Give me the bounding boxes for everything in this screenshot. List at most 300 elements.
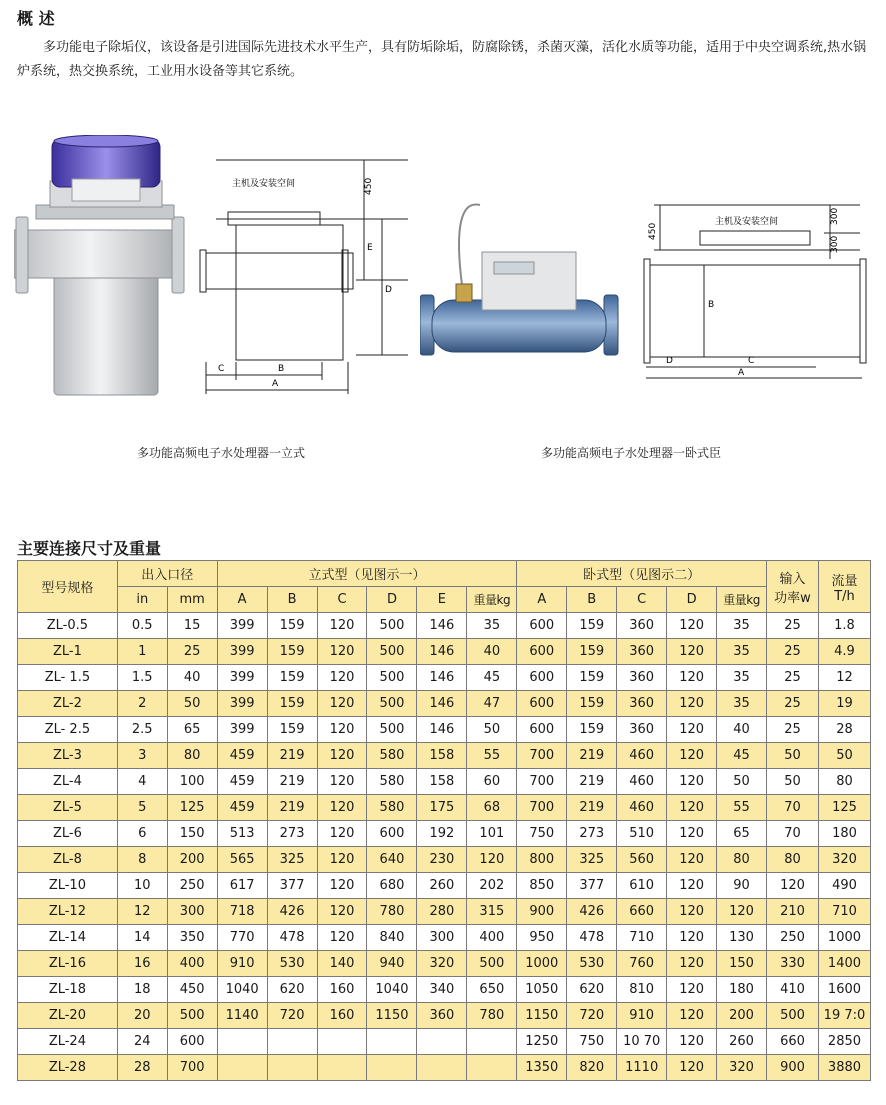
header-v-b: B bbox=[267, 587, 317, 613]
table-cell: 459 bbox=[217, 769, 267, 795]
table-cell: 820 bbox=[567, 1055, 617, 1081]
table-cell: 19 bbox=[818, 691, 870, 717]
diagram2-dim-300b: 300 bbox=[830, 235, 840, 253]
table-cell: 24 bbox=[117, 1029, 167, 1055]
table-cell: 158 bbox=[417, 743, 467, 769]
table-cell: ZL-14 bbox=[18, 925, 118, 951]
table-cell: 55 bbox=[467, 743, 517, 769]
table-cell: 120 bbox=[667, 639, 717, 665]
table-cell: 610 bbox=[617, 873, 667, 899]
table-cell: 65 bbox=[167, 717, 217, 743]
table-row bbox=[18, 873, 871, 899]
table-cell: ZL-16 bbox=[18, 951, 118, 977]
header-flow bbox=[818, 561, 870, 613]
table-row bbox=[18, 977, 871, 1003]
table-cell: 120 bbox=[667, 613, 717, 639]
table-cell: 399 bbox=[217, 613, 267, 639]
table-cell: 620 bbox=[567, 977, 617, 1003]
table-cell: 478 bbox=[267, 925, 317, 951]
table-cell: 460 bbox=[617, 743, 667, 769]
header-v-d: D bbox=[367, 587, 417, 613]
table-cell: 320 bbox=[818, 847, 870, 873]
table-cell: 600 bbox=[167, 1029, 217, 1055]
table-cell bbox=[217, 1055, 267, 1081]
table-cell: ZL-4 bbox=[18, 769, 118, 795]
table-cell bbox=[217, 1029, 267, 1055]
table-row bbox=[18, 769, 871, 795]
table-cell: 200 bbox=[167, 847, 217, 873]
header-flow-line1: 流量 bbox=[831, 573, 858, 589]
diagram1-label-d: D bbox=[385, 285, 392, 295]
table-cell: 260 bbox=[417, 873, 467, 899]
table-cell: 120 bbox=[717, 899, 767, 925]
table-cell: ZL-3 bbox=[18, 743, 118, 769]
table-cell: 840 bbox=[367, 925, 417, 951]
horizontal-caption: 多功能高频电子水处理器一卧式臣 bbox=[541, 446, 722, 460]
table-cell: 120 bbox=[317, 873, 367, 899]
table-cell: 950 bbox=[517, 925, 567, 951]
table-cell: 3880 bbox=[818, 1055, 870, 1081]
table-cell bbox=[467, 1055, 517, 1081]
vertical-unit-photo bbox=[14, 135, 194, 400]
table-cell: 600 bbox=[517, 665, 567, 691]
table-cell: 1150 bbox=[367, 1003, 417, 1029]
table-cell: 219 bbox=[267, 769, 317, 795]
table-cell: 600 bbox=[517, 639, 567, 665]
table-cell: 500 bbox=[767, 1003, 819, 1029]
table-cell: 1050 bbox=[517, 977, 567, 1003]
table-cell: 4.9 bbox=[818, 639, 870, 665]
header-v-a: A bbox=[217, 587, 267, 613]
table-cell: ZL-20 bbox=[18, 1003, 118, 1029]
table-cell: 146 bbox=[417, 717, 467, 743]
diagram1-label-c: C bbox=[218, 364, 225, 374]
overview-title: 概 述 bbox=[17, 9, 55, 28]
table-cell: 35 bbox=[717, 613, 767, 639]
table-cell: 500 bbox=[367, 691, 417, 717]
table-cell: 120 bbox=[317, 899, 367, 925]
table-cell: ZL-2 bbox=[18, 691, 118, 717]
spec-table bbox=[17, 560, 871, 1081]
table-cell: 4 bbox=[117, 769, 167, 795]
diagram1-label-a: A bbox=[272, 379, 279, 389]
table-cell: 175 bbox=[417, 795, 467, 821]
table-cell bbox=[467, 1029, 517, 1055]
header-v-c: C bbox=[317, 587, 367, 613]
table-cell: 850 bbox=[517, 873, 567, 899]
table-cell bbox=[267, 1055, 317, 1081]
table-cell: 750 bbox=[517, 821, 567, 847]
table-cell: 60 bbox=[467, 769, 517, 795]
diagram2-label-a: A bbox=[738, 368, 745, 378]
table-cell: 600 bbox=[517, 717, 567, 743]
spec-table-body bbox=[18, 613, 871, 1081]
table-cell: 120 bbox=[667, 1029, 717, 1055]
table-cell: 490 bbox=[818, 873, 870, 899]
table-cell: 399 bbox=[217, 639, 267, 665]
table-cell: 146 bbox=[417, 665, 467, 691]
table-cell: 125 bbox=[818, 795, 870, 821]
table-cell: 159 bbox=[267, 717, 317, 743]
table-cell: 159 bbox=[567, 717, 617, 743]
table-cell: 1000 bbox=[517, 951, 567, 977]
table-cell: 1140 bbox=[217, 1003, 267, 1029]
table-cell: 101 bbox=[467, 821, 517, 847]
table-cell: 750 bbox=[567, 1029, 617, 1055]
table-row bbox=[18, 821, 871, 847]
table-cell: 500 bbox=[367, 639, 417, 665]
table-cell: 120 bbox=[667, 899, 717, 925]
table-cell bbox=[417, 1055, 467, 1081]
diagram2-dim-450: 450 bbox=[648, 222, 658, 240]
table-cell: 580 bbox=[367, 795, 417, 821]
table-cell: 600 bbox=[517, 691, 567, 717]
table-cell: 700 bbox=[517, 795, 567, 821]
table-cell: 150 bbox=[717, 951, 767, 977]
table-cell: 426 bbox=[267, 899, 317, 925]
table-cell: 120 bbox=[667, 847, 717, 873]
table-cell: 350 bbox=[167, 925, 217, 951]
table-cell: 2 bbox=[117, 691, 167, 717]
table-cell: 40 bbox=[717, 717, 767, 743]
table-cell: 650 bbox=[467, 977, 517, 1003]
table-cell: 90 bbox=[717, 873, 767, 899]
diagram1-space-label: 主机及安装空间 bbox=[232, 179, 296, 189]
header-v-e: E bbox=[417, 587, 467, 613]
table-cell: 70 bbox=[767, 821, 819, 847]
table-row bbox=[18, 847, 871, 873]
table-cell: 1 bbox=[117, 639, 167, 665]
table-cell: 940 bbox=[367, 951, 417, 977]
table-cell: 120 bbox=[667, 691, 717, 717]
table-cell: 315 bbox=[467, 899, 517, 925]
table-cell: 219 bbox=[267, 795, 317, 821]
table-cell: 50 bbox=[818, 743, 870, 769]
table-cell: ZL-24 bbox=[18, 1029, 118, 1055]
header-in: in bbox=[117, 587, 167, 613]
diagram2-label-b: B bbox=[708, 300, 715, 310]
table-cell: 760 bbox=[617, 951, 667, 977]
table-cell: 2.5 bbox=[117, 717, 167, 743]
table-row bbox=[18, 1055, 871, 1081]
table-cell: ZL-12 bbox=[18, 899, 118, 925]
table-cell: 120 bbox=[467, 847, 517, 873]
header-h-c: C bbox=[617, 587, 667, 613]
table-cell: 510 bbox=[617, 821, 667, 847]
table-cell: 1400 bbox=[818, 951, 870, 977]
table-cell: 500 bbox=[167, 1003, 217, 1029]
table-cell: 70 bbox=[767, 795, 819, 821]
table-cell bbox=[417, 1029, 467, 1055]
table-row bbox=[18, 795, 871, 821]
table-cell: 120 bbox=[317, 769, 367, 795]
table-cell: 273 bbox=[267, 821, 317, 847]
table-cell: 45 bbox=[717, 743, 767, 769]
table-cell: 530 bbox=[267, 951, 317, 977]
table-cell: ZL-8 bbox=[18, 847, 118, 873]
diagram2-label-c: C bbox=[748, 356, 755, 366]
table-cell: 40 bbox=[467, 639, 517, 665]
table-cell: 620 bbox=[267, 977, 317, 1003]
header-model: 型号规格 bbox=[18, 561, 118, 613]
table-cell: 25 bbox=[167, 639, 217, 665]
table-row bbox=[18, 717, 871, 743]
diagram1-dim-450: 450 bbox=[364, 177, 374, 195]
table-cell: 710 bbox=[617, 925, 667, 951]
table-cell: 120 bbox=[317, 613, 367, 639]
table-cell: 35 bbox=[717, 639, 767, 665]
table-cell: 12 bbox=[117, 899, 167, 925]
table-cell: 120 bbox=[667, 795, 717, 821]
table-cell: 1.8 bbox=[818, 613, 870, 639]
table-cell: 450 bbox=[167, 977, 217, 1003]
table-cell: 192 bbox=[417, 821, 467, 847]
table-cell: 1040 bbox=[217, 977, 267, 1003]
table-cell: 210 bbox=[767, 899, 819, 925]
table-cell: 19 7:0 bbox=[818, 1003, 870, 1029]
table-cell: 35 bbox=[717, 691, 767, 717]
table-cell: 360 bbox=[617, 717, 667, 743]
table-cell bbox=[367, 1055, 417, 1081]
table-cell: 1.5 bbox=[117, 665, 167, 691]
table-cell: 219 bbox=[567, 795, 617, 821]
table-cell: 120 bbox=[317, 847, 367, 873]
table-cell: 1250 bbox=[517, 1029, 567, 1055]
table-cell: 1000 bbox=[818, 925, 870, 951]
table-cell: 399 bbox=[217, 691, 267, 717]
table-cell: 120 bbox=[317, 665, 367, 691]
overview-paragraph: 多功能电子除垢仪，该设备是引进国际先进技术水平生产，具有防垢除垢，防腐除锈，杀菌灭藻，活化水质等功能，适用于中央空调系统,热水锅炉系统，热交换系统，工业用水设备等其它系统。 bbox=[17, 40, 867, 79]
table-cell: 120 bbox=[317, 639, 367, 665]
table-cell: 273 bbox=[567, 821, 617, 847]
table-cell: 146 bbox=[417, 639, 467, 665]
table-cell: 325 bbox=[567, 847, 617, 873]
diagram1-label-b: B bbox=[278, 364, 285, 374]
table-cell: 20 bbox=[117, 1003, 167, 1029]
table-cell: 140 bbox=[317, 951, 367, 977]
table-cell bbox=[317, 1029, 367, 1055]
header-flow-line2: T/h bbox=[834, 588, 855, 604]
diagram1-label-e: E bbox=[367, 243, 373, 253]
table-cell: 159 bbox=[567, 691, 617, 717]
table-row bbox=[18, 925, 871, 951]
table-cell: 560 bbox=[617, 847, 667, 873]
table-cell: 910 bbox=[217, 951, 267, 977]
table-cell: 120 bbox=[767, 873, 819, 899]
table-cell: 325 bbox=[267, 847, 317, 873]
table-cell: 460 bbox=[617, 769, 667, 795]
table-cell: 330 bbox=[767, 951, 819, 977]
table-title: 主要连接尺寸及重量 bbox=[17, 539, 162, 558]
table-cell bbox=[317, 1055, 367, 1081]
table-cell: 810 bbox=[617, 977, 667, 1003]
table-cell: 1150 bbox=[517, 1003, 567, 1029]
table-cell: 125 bbox=[167, 795, 217, 821]
table-cell: 580 bbox=[367, 769, 417, 795]
header-power bbox=[767, 561, 819, 613]
table-cell: 50 bbox=[467, 717, 517, 743]
table-cell: 710 bbox=[818, 899, 870, 925]
header-vertical: 立式型（见图示一） bbox=[217, 561, 517, 587]
table-cell: 159 bbox=[567, 613, 617, 639]
table-cell: ZL-1 bbox=[18, 639, 118, 665]
header-v-weight: 重量kg bbox=[467, 587, 517, 613]
table-cell: 2850 bbox=[818, 1029, 870, 1055]
horizontal-unit-photo bbox=[420, 200, 620, 380]
table-cell: 45 bbox=[467, 665, 517, 691]
table-cell: 120 bbox=[667, 951, 717, 977]
table-cell: 900 bbox=[517, 899, 567, 925]
table-cell: 360 bbox=[617, 691, 667, 717]
table-cell: 120 bbox=[317, 743, 367, 769]
table-cell: 202 bbox=[467, 873, 517, 899]
table-cell: 6 bbox=[117, 821, 167, 847]
table-cell: ZL- 2.5 bbox=[18, 717, 118, 743]
table-cell: 159 bbox=[267, 639, 317, 665]
table-cell: 320 bbox=[417, 951, 467, 977]
table-cell: 130 bbox=[717, 925, 767, 951]
table-cell bbox=[367, 1029, 417, 1055]
table-cell: 640 bbox=[367, 847, 417, 873]
table-cell: 3 bbox=[117, 743, 167, 769]
table-cell: 600 bbox=[517, 613, 567, 639]
table-cell: 160 bbox=[317, 977, 367, 1003]
table-cell: 565 bbox=[217, 847, 267, 873]
header-power-line1: 输入 bbox=[779, 571, 806, 587]
table-cell: 360 bbox=[617, 613, 667, 639]
table-cell: 360 bbox=[617, 665, 667, 691]
table-cell: 120 bbox=[667, 925, 717, 951]
table-cell: 700 bbox=[167, 1055, 217, 1081]
table-cell: 478 bbox=[567, 925, 617, 951]
table-row bbox=[18, 899, 871, 925]
table-cell: 250 bbox=[767, 925, 819, 951]
header-power-line2: 功率w bbox=[774, 590, 811, 606]
table-cell: 80 bbox=[767, 847, 819, 873]
table-cell: 320 bbox=[717, 1055, 767, 1081]
table-cell: ZL-6 bbox=[18, 821, 118, 847]
header-h-a: A bbox=[517, 587, 567, 613]
table-cell: 8 bbox=[117, 847, 167, 873]
table-cell: 500 bbox=[367, 717, 417, 743]
table-cell: 300 bbox=[167, 899, 217, 925]
table-cell bbox=[267, 1029, 317, 1055]
table-cell: 12 bbox=[818, 665, 870, 691]
table-cell: 513 bbox=[217, 821, 267, 847]
table-cell: 426 bbox=[567, 899, 617, 925]
table-row bbox=[18, 743, 871, 769]
table-row bbox=[18, 639, 871, 665]
table-cell: 25 bbox=[767, 665, 819, 691]
table-cell: 360 bbox=[417, 1003, 467, 1029]
table-row bbox=[18, 613, 871, 639]
table-row bbox=[18, 691, 871, 717]
table-row bbox=[18, 1029, 871, 1055]
table-cell: 80 bbox=[167, 743, 217, 769]
table-cell: 1600 bbox=[818, 977, 870, 1003]
table-cell: 780 bbox=[467, 1003, 517, 1029]
table-cell: 18 bbox=[117, 977, 167, 1003]
table-cell: 0.5 bbox=[117, 613, 167, 639]
table-cell: 159 bbox=[267, 691, 317, 717]
table-cell: 280 bbox=[417, 899, 467, 925]
table-cell: 180 bbox=[717, 977, 767, 1003]
table-cell: 120 bbox=[317, 717, 367, 743]
table-cell: 50 bbox=[767, 769, 819, 795]
table-cell: 580 bbox=[367, 743, 417, 769]
table-cell: 120 bbox=[667, 873, 717, 899]
table-cell: 200 bbox=[717, 1003, 767, 1029]
table-cell: 800 bbox=[517, 847, 567, 873]
table-cell: 50 bbox=[167, 691, 217, 717]
table-cell: 219 bbox=[567, 743, 617, 769]
table-cell: 65 bbox=[717, 821, 767, 847]
table-cell: 780 bbox=[367, 899, 417, 925]
table-cell: 250 bbox=[167, 873, 217, 899]
horizontal-dimension-diagram bbox=[630, 195, 870, 385]
table-cell: 28 bbox=[117, 1055, 167, 1081]
table-cell: 5 bbox=[117, 795, 167, 821]
table-cell: ZL-5 bbox=[18, 795, 118, 821]
table-cell: 360 bbox=[617, 639, 667, 665]
table-cell: 900 bbox=[767, 1055, 819, 1081]
table-cell: 700 bbox=[517, 769, 567, 795]
table-cell: 120 bbox=[317, 821, 367, 847]
table-cell: 35 bbox=[467, 613, 517, 639]
table-cell: 400 bbox=[467, 925, 517, 951]
table-cell: 700 bbox=[517, 743, 567, 769]
table-cell: 120 bbox=[667, 717, 717, 743]
table-cell: 10 bbox=[117, 873, 167, 899]
table-cell: ZL- 1.5 bbox=[18, 665, 118, 691]
vertical-dimension-diagram bbox=[196, 150, 418, 395]
vertical-caption: 多功能高频电子水处理器一立式 bbox=[137, 446, 306, 460]
header-horizontal: 卧式型（见图示二） bbox=[517, 561, 767, 587]
table-cell: 150 bbox=[167, 821, 217, 847]
table-cell: 120 bbox=[667, 977, 717, 1003]
table-cell: 120 bbox=[667, 1055, 717, 1081]
table-cell: 120 bbox=[667, 769, 717, 795]
table-cell: 500 bbox=[367, 613, 417, 639]
table-cell: 460 bbox=[617, 795, 667, 821]
header-h-b: B bbox=[567, 587, 617, 613]
header-inout: 出入口径 bbox=[117, 561, 217, 587]
table-cell: 80 bbox=[717, 847, 767, 873]
table-cell: 120 bbox=[667, 1003, 717, 1029]
table-cell: 910 bbox=[617, 1003, 667, 1029]
table-row bbox=[18, 665, 871, 691]
diagram2-space-label: 主机及安装空间 bbox=[715, 217, 779, 227]
table-cell: 180 bbox=[818, 821, 870, 847]
table-cell: 120 bbox=[317, 795, 367, 821]
table-cell: 660 bbox=[617, 899, 667, 925]
table-row bbox=[18, 1003, 871, 1029]
table-cell: 300 bbox=[417, 925, 467, 951]
table-cell: 100 bbox=[167, 769, 217, 795]
table-cell: 459 bbox=[217, 743, 267, 769]
table-cell: 47 bbox=[467, 691, 517, 717]
table-cell: 146 bbox=[417, 613, 467, 639]
table-cell: 50 bbox=[767, 743, 819, 769]
table-cell: 16 bbox=[117, 951, 167, 977]
table-cell: 28 bbox=[818, 717, 870, 743]
diagram2-dim-300a: 300 bbox=[830, 207, 840, 225]
table-cell: 500 bbox=[367, 665, 417, 691]
table-cell: 660 bbox=[767, 1029, 819, 1055]
table-cell: 718 bbox=[217, 899, 267, 925]
table-cell: 158 bbox=[417, 769, 467, 795]
table-cell: ZL-10 bbox=[18, 873, 118, 899]
